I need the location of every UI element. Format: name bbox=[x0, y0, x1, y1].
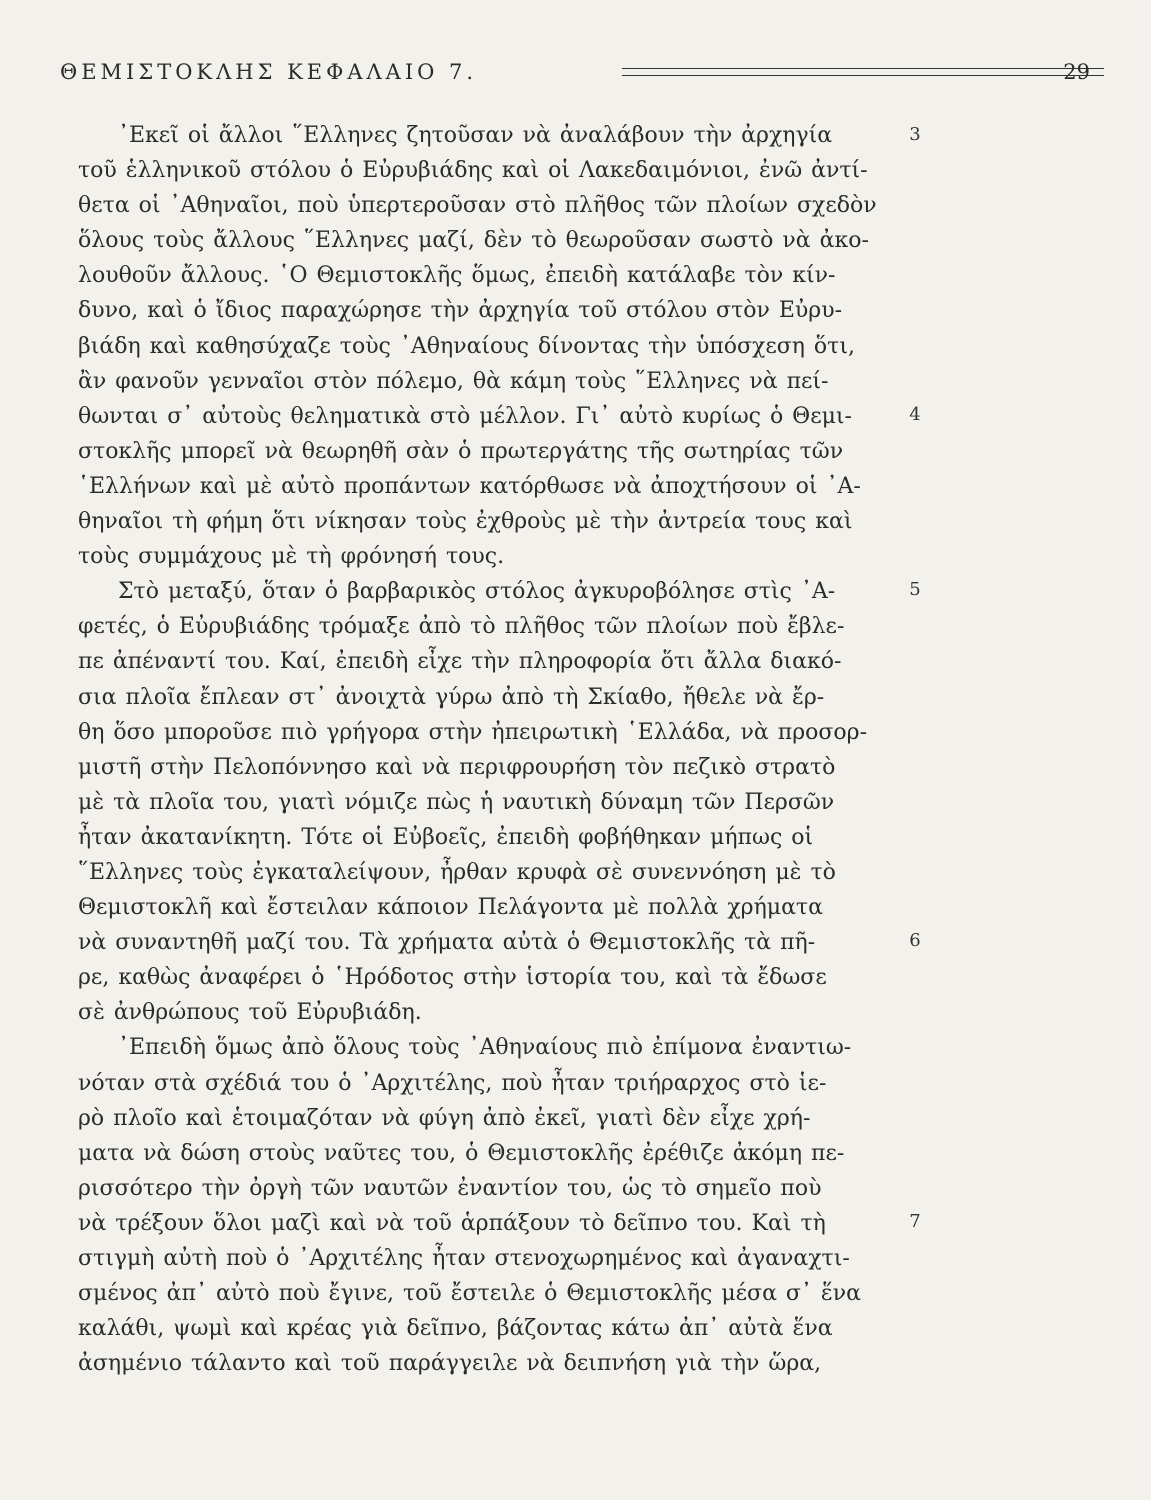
text-line: ἂν φανοῦν γενναῖοι στὸν πόλεμο, θὰ κάμη τοὺς ῞Ελληνες νὰ πεί- bbox=[78, 368, 829, 394]
text-line: σμένος ἀπ᾿ αὐτὸ ποὺ ἔγινε, τοῦ ἔστειλε ὁ Θεμιστοκλῆς μέσα σ᾿ ἕνα bbox=[78, 1281, 861, 1307]
text-line: σια πλοῖα ἔπλεαν στ᾿ ἀνοιχτὰ γύρω ἀπὸ τὴ Σκίαθο, ἤθελε νὰ ἔρ- bbox=[78, 684, 825, 710]
text-line: θωνται σ᾿ αὐτοὺς θεληματικὰ στὸ μέλλον. Γι᾿ αὐτὸ κυρίως ὁ Θεμι- bbox=[78, 403, 852, 429]
text-line: τοὺς συμμάχους μὲ τὴ φρόνησή τους. bbox=[78, 544, 505, 570]
text-line: νὰ συναντηθῆ μαζί του. Τὰ χρήματα αὐτὰ ὁ Θεμιστοκλῆς τὰ πῆ- bbox=[78, 930, 816, 956]
chapter-title: ΘΕΜΙΣΤΟΚΛΗΣ ΚΕΦΑΛΑΙΟ 7. bbox=[60, 60, 478, 84]
text-line: ἦταν ἀκατανίκητη. Τότε οἱ Εὐβοεῖς, ἐπειδὴ φοβήθηκαν μήπως οἱ bbox=[78, 824, 814, 850]
text-line: στοκλῆς μπορεῖ νὰ θεωρηθῆ σὰν ὁ πρωτεργάτης τῆς σωτηρίας τῶν bbox=[78, 438, 844, 464]
text-line: νόταν στὰ σχέδιά του ὁ ᾿Αρχιτέλης, ποὺ ἦταν τριήραρχος στὸ ἱε- bbox=[78, 1070, 827, 1096]
text-line: ματα νὰ δώση στοὺς ναῦτες του, ὁ Θεμιστοκλῆς ἐρέθιζε ἀκόμη πε- bbox=[78, 1140, 845, 1166]
text-line: ᾿Εκεῖ οἱ ἄλλοι ῞Ελληνες ζητοῦσαν νὰ ἀναλάβουν τὴν ἀρχηγία bbox=[118, 123, 833, 148]
margin-number: 6 bbox=[909, 930, 921, 951]
text-line: θη ὅσο μποροῦσε πιὸ γρήγορα στὴν ἠπειρωτικὴ ῾Ελλάδα, νὰ προσορ- bbox=[78, 719, 868, 745]
text-line: ῾Ελλήνων καὶ μὲ αὐτὸ προπάντων κατόρθωσε νὰ ἀποχτήσουν οἱ ᾿Α- bbox=[78, 473, 861, 499]
text-line: ρὸ πλοῖο καὶ ἑτοιμαζόταν νὰ φύγη ἀπὸ ἐκεῖ, γιατὶ δὲν εἶχε χρή- bbox=[78, 1105, 811, 1131]
text-line: Θεμιστοκλῆ καὶ ἔστειλαν κάποιον Πελάγοντα μὲ πολλὰ χρήματα bbox=[78, 895, 823, 921]
text-line: ῞Ελληνες τοὺς ἐγκαταλείψουν, ἦρθαν κρυφὰ σὲ συνεννόηση μὲ τὸ bbox=[78, 859, 836, 885]
text-line: ὅλους τοὺς ἄλλους ῞Ελληνες μαζί, δὲν τὸ θεωροῦσαν σωστὸ νὰ ἀκο- bbox=[78, 228, 869, 254]
text-line: φετές, ὁ Εὐρυβιάδης τρόμαξε ἀπὸ τὸ πλῆθος τῶν πλοίων ποὺ ἔβλε- bbox=[78, 614, 845, 640]
text-line: βιάδη καὶ καθησύχαζε τοὺς ᾿Αθηναίους δίνοντας τὴν ὑπόσχεση ὅτι, bbox=[78, 333, 855, 359]
text-line: λουθοῦν ἄλλους. ῾Ο Θεμιστοκλῆς ὅμως, ἐπειδὴ κατάλαβε τὸν κίν- bbox=[78, 263, 836, 289]
text-line: μὲ τὰ πλοῖα του, γιατὶ νόμιζε πὼς ἡ ναυτικὴ δύναμη τῶν Περσῶν bbox=[78, 789, 835, 815]
text-line: σὲ ἀνθρώπους τοῦ Εὐρυβιάδη. bbox=[78, 1000, 422, 1026]
header-double-rule bbox=[622, 68, 1104, 76]
text-line: ᾿Επειδὴ ὅμως ἀπὸ ὅλους τοὺς ᾿Αθηναίους πιὸ ἐπίμονα ἐναντιω- bbox=[118, 1035, 852, 1061]
text-line: πε ἀπέναντί του. Καί, ἐπειδὴ εἶχε τὴν πληροφορία ὅτι ἄλλα διακό- bbox=[78, 649, 842, 675]
text-line: δυνο, καὶ ὁ ἴδιος παραχώρησε τὴν ἀρχηγία τοῦ στόλου στὸν Εὐρυ- bbox=[78, 298, 843, 324]
text-line: καλάθι, ψωμὶ καὶ κρέας γιὰ δεῖπνο, βάζοντας κάτω ἀπ᾿ αὐτὰ ἕνα bbox=[78, 1316, 833, 1342]
text-line: ρισσότερο τὴν ὀργὴ τῶν ναυτῶν ἐναντίον του, ὡς τὸ σημεῖο ποὺ bbox=[78, 1175, 822, 1201]
page-number: 29 bbox=[1063, 60, 1090, 84]
text-line: Στὸ μεταξύ, ὅταν ὁ βαρβαρικὸς στόλος ἀγκυροβόλησε στὶς ᾿Α- bbox=[118, 579, 836, 605]
text-line: θηναῖοι τὴ φήμη ὅτι νίκησαν τοὺς ἐχθροὺς μὲ τὴν ἀντρεία τους καὶ bbox=[78, 509, 853, 535]
margin-number: 4 bbox=[909, 404, 921, 425]
margin-number: 3 bbox=[909, 124, 921, 145]
text-line: τοῦ ἑλληνικοῦ στόλου ὁ Εὐρυβιάδης καὶ οἱ Λακεδαιμόνιοι, ἐνῶ ἀντί- bbox=[78, 158, 868, 184]
text-line: ἀσημένιο τάλαντο καὶ τοῦ παράγγειλε νὰ δειπνήση γιὰ τὴν ὥρα, bbox=[78, 1351, 822, 1377]
text-line: νὰ τρέξουν ὅλοι μαζὶ καὶ νὰ τοῦ ἁρπάξουν τὸ δεῖπνο του. Καὶ τὴ bbox=[78, 1210, 826, 1236]
text-line: θετα οἱ ᾿Αθηναῖοι, ποὺ ὑπερτεροῦσαν στὸ πλῆθος τῶν πλοίων σχεδὸν bbox=[78, 193, 877, 219]
running-header bbox=[60, 58, 1090, 92]
margin-number: 7 bbox=[909, 1211, 921, 1232]
text-line: ρε, καθὼς ἀναφέρει ὁ ῾Ηρόδοτος στὴν ἱστορία του, καὶ τὰ ἔδωσε bbox=[78, 965, 827, 991]
body-text bbox=[78, 118, 886, 1381]
margin-number: 5 bbox=[909, 579, 921, 600]
text-line: στιγμὴ αὐτὴ ποὺ ὁ ᾿Αρχιτέλης ἦταν στενοχωρημένος καὶ ἀγαναχτι- bbox=[78, 1246, 850, 1271]
text-line: μιστῆ στὴν Πελοπόννησο καὶ νὰ περιφρουρήση τὸν πεζικὸ στρατὸ bbox=[78, 754, 836, 780]
